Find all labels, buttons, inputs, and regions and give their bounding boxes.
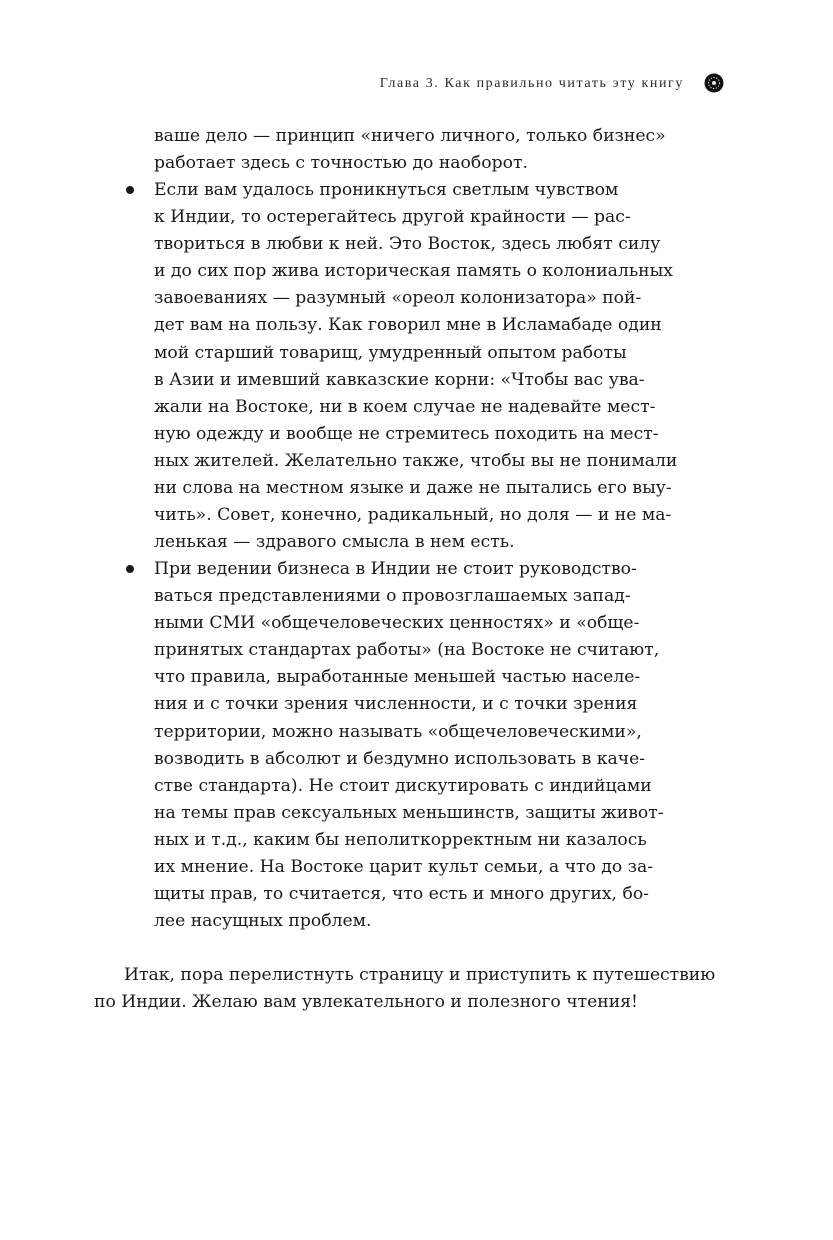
- text-line: ных и т.д., каким бы неполиткорректным ни казалось: [154, 829, 647, 850]
- ornament-circle-icon: [704, 73, 724, 93]
- text-line: твориться в любви к ней. Это Восток, здесь любят силу: [154, 234, 661, 255]
- text-line: ваше дело — принцип «ничего личного, только бизнес»: [154, 126, 666, 146]
- text-line: ных жителей. Желательно также, чтобы вы не понимали: [154, 450, 678, 471]
- continuation-paragraph: [154, 123, 666, 177]
- text-line: в Азии и имевший кавказские корни: «Чтобы вас ува-: [154, 369, 645, 390]
- text-line: работает здесь с точностью до наоборот.: [154, 153, 528, 174]
- bullet-item: [154, 556, 664, 935]
- text-line: ленькая — здравого смысла в нем есть.: [154, 532, 515, 553]
- text-line: щиты прав, то считается, что есть и много других, бо-: [154, 884, 649, 905]
- running-header: [380, 74, 684, 94]
- text-line: дет вам на пользу. Как говорил мне в Исламабаде один: [154, 315, 662, 336]
- text-line: территории, можно называть «общечеловеческими»,: [154, 721, 642, 742]
- text-line: что правила, выработанные меньшей частью населе-: [154, 667, 641, 688]
- bullet-dot-icon: [126, 186, 134, 194]
- text-line: ваться представлениями о провозглашаемых запад-: [154, 586, 631, 607]
- text-line: При ведении бизнеса в Индии не стоит руководство-: [154, 559, 637, 579]
- text-line: ными СМИ «общечеловеческих ценностях» и «обще-: [154, 613, 640, 634]
- text-line: ни слова на местном языке и даже не пытались его выу-: [154, 478, 672, 499]
- running-header-title: Глава 3. Как правильно читать эту книгу: [379, 76, 684, 91]
- bullet-item: [154, 177, 677, 556]
- text-line: по Индии. Желаю вам увлекательного и полезного чтения!: [94, 992, 638, 1013]
- text-line: стве стандарта). Не стоит дискутировать с индийцами: [154, 775, 652, 796]
- text-line: ния и с точки зрения численности, и с точки зрения: [154, 694, 638, 715]
- text-line: Если вам удалось проникнуться светлым чувством: [154, 180, 619, 200]
- text-line: на темы прав сексуальных меньшинств, защиты живот-: [154, 802, 664, 823]
- text-line: лее насущных проблем.: [154, 911, 372, 932]
- text-line: чить». Совет, конечно, радикальный, но доля — и не ма-: [154, 505, 672, 526]
- text-line: и до сих пор жива историческая память о колониальных: [154, 261, 673, 282]
- text-line: к Индии, то остерегайтесь другой крайности — рас-: [154, 207, 631, 228]
- bullet-dot-icon: [126, 565, 134, 573]
- text-line: возводить в абсолют и бездумно использовать в каче-: [154, 748, 646, 769]
- text-line: жали на Востоке, ни в коем случае не надевайте мест-: [154, 396, 656, 417]
- text-line: ную одежду и вообще не стремитесь походить на мест-: [154, 423, 659, 444]
- closing-paragraph: [94, 962, 715, 1016]
- text-line: их мнение. На Востоке царит культ семьи, а что до за-: [154, 857, 654, 878]
- text-line: мой старший товарищ, умудренный опытом работы: [154, 342, 627, 363]
- text-line: завоеваниях — разумный «ореол колонизатора» пой-: [154, 288, 642, 309]
- text-line: Итак, пора перелистнуть страницу и приступить к путешествию: [124, 965, 716, 985]
- text-line: принятых стандартах работы» (на Востоке не считают,: [154, 640, 660, 661]
